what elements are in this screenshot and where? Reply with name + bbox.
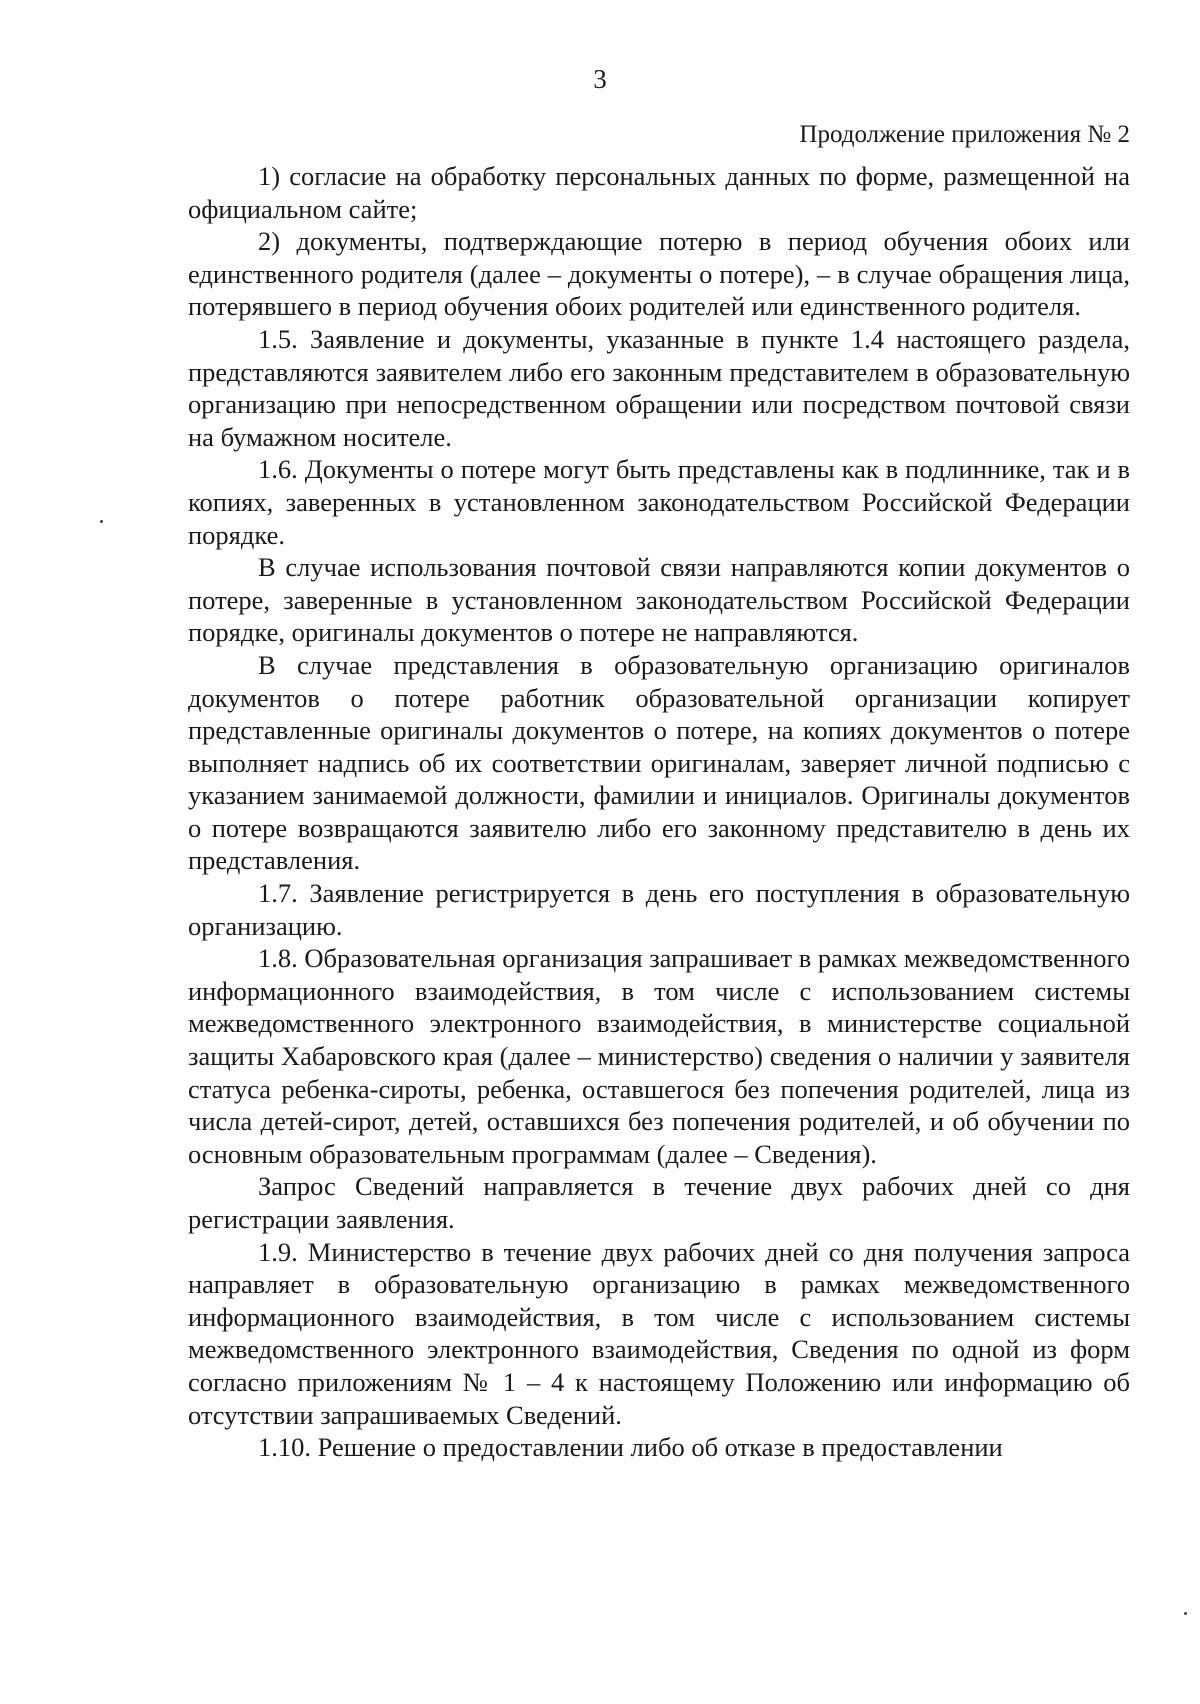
scan-speck	[100, 520, 103, 523]
paragraph-loss-documents: 2) документы, подтверждающие потерю в период обучения обоих или единственного родителя (далее – документы о потере), – в случае обращения лица, потерявшего в период обучения обоих родителей или единственного родителя.	[188, 226, 1130, 322]
paragraph-1-7: 1.7. Заявление регистрируется в день его поступления в образовательную организацию.	[188, 878, 1130, 941]
page-number: 3	[593, 64, 607, 94]
continuation-label: Продолжение приложения № 2	[799, 121, 1130, 148]
paragraph-request: Запрос Сведений направляется в течение двух рабочих дней со дня регистрации заявления.	[188, 1171, 1130, 1234]
paragraph-1-5: 1.5. Заявление и документы, указанные в пункте 1.4 настоящего раздела, представляются заявителем либо его законным представителем в образовательную организацию при непосредственном обращении или посредством почтовой связи на бумажном носителе.	[188, 323, 1130, 452]
paragraph-1-8: 1.8. Образовательная организация запрашивает в рамках межведомственного информационного взаимодействия, в том числе с использованием системы межведомственного электронного взаимодействия, в министерстве социальной защиты Хабаровского края (далее – министерство) сведения о наличии у заявителя статуса ребенка-сироты, ребенка, оставшегося без попечения родителей, лица из числа детей-сирот, детей, оставшихся без попечения родителей, и об обучении по основным образовательным программам (далее – Сведения).	[188, 943, 1130, 1169]
paragraph-postal-copies: В случае использования почтовой связи направляются копии документов о потере, заверенные в установленном законодательством Российской Федерации порядке, оригиналы документов о потере не направляются.	[188, 552, 1130, 648]
paragraph-1-6: 1.6. Документы о потере могут быть представлены как в подлиннике, так и в копиях, заверенных в установленном законодательством Российской Федерации порядке.	[188, 454, 1130, 550]
paragraph-consent: 1) согласие на обработку персональных данных по форме, размещенной на официальном сайте;	[188, 161, 1130, 224]
paragraph-1-10: 1.10. Решение о предоставлении либо об отказе в предоставлении	[258, 1432, 1003, 1463]
paragraph-1-9: 1.9. Министерство в течение двух рабочих дней со дня получения запроса направляет в образовательную организацию в рамках межведомственного информационного взаимодействия, в том числе с использованием системы межведомственного электронного взаимодействия, Сведения по одной из форм согласно приложениям № 1 – 4 к настоящему Положению или информацию об отсутствии запрашиваемых Сведений.	[188, 1236, 1130, 1430]
document-body	[188, 160, 1130, 1464]
paragraph-originals: В случае представления в образовательную организацию оригиналов документов о потере работник образовательной организации копирует представленные оригиналы документов о потере, на копиях документов о потере выполняет надпись об их соответствии оригиналам, заверяет личной подписью с указанием занимаемой должности, фамилии и инициалов. Оригиналы документов о потере возвращаются заявителю либо его законному представителю в день их представления.	[188, 649, 1130, 876]
scan-speck	[1184, 1612, 1187, 1615]
